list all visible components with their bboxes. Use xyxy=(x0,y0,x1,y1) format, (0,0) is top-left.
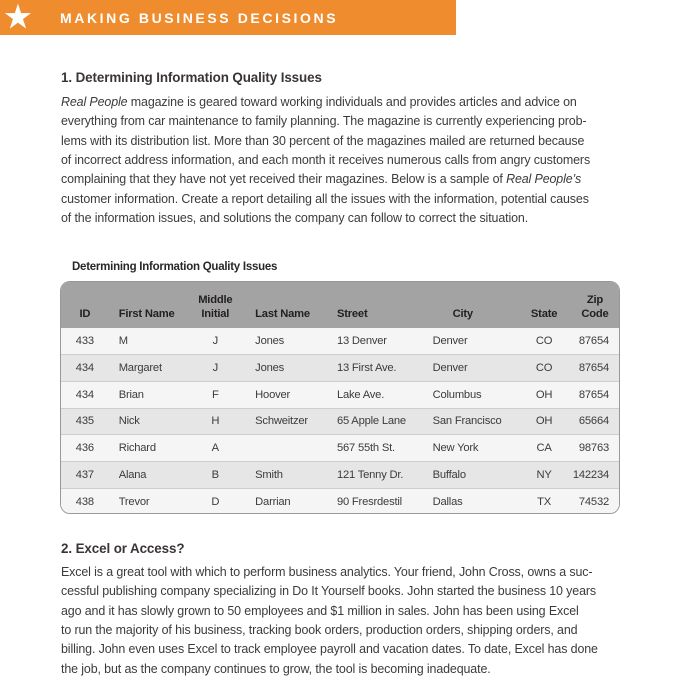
header-street: Street xyxy=(336,308,368,320)
cell-state: CA xyxy=(517,435,571,462)
body-line: ago and it has slowly grown to 50 employees and $1 million in sales. John has been using Excel xyxy=(61,603,579,618)
cell-first-name: Nick xyxy=(109,408,186,435)
cell-zip-code: 87654 xyxy=(578,335,609,348)
cell-last-name: Hoover xyxy=(245,381,327,408)
cell-zip-code: 65664 xyxy=(571,408,619,435)
body-line: the job, but as the company continues to grow, the tool is becoming inadequate. xyxy=(61,661,491,676)
cell-id: 433 xyxy=(75,335,94,348)
cell-city: New York xyxy=(423,435,518,462)
cell-city: San Francisco xyxy=(423,408,518,435)
table-header-row xyxy=(61,282,619,328)
cell-middle-initial: H xyxy=(185,408,245,435)
customer-data-table xyxy=(60,281,620,514)
cell-middle-initial: J xyxy=(185,355,245,382)
cell-first-name: M xyxy=(118,335,128,348)
cell-last-name: Smith xyxy=(245,461,327,488)
section-1-title: 1. Determining Information Quality Issues xyxy=(61,70,322,85)
cell-last-name: Darrian xyxy=(245,488,327,514)
cell-street: 65 Apple Lane xyxy=(327,408,423,435)
header-zip-code: Zip Code xyxy=(581,294,609,320)
table-caption: Determining Information Quality Issues xyxy=(72,261,278,273)
body-line: billing. John even uses Excel to track employee payroll and vacation dates. To date, Excel has done xyxy=(61,642,598,657)
table-row xyxy=(61,408,619,435)
cell-id: 434 xyxy=(61,381,109,408)
cell-state: OH xyxy=(517,408,571,435)
cell-city: Buffalo xyxy=(423,461,518,488)
body-line: everything from car maintenance to family planning. The magazine is currently experiencing prob- xyxy=(61,114,587,129)
star-icon: ★ xyxy=(4,0,32,34)
cell-middle-initial: J xyxy=(212,335,218,348)
cell-street: Lake Ave. xyxy=(327,381,423,408)
cell-id: 434 xyxy=(61,355,109,382)
cell-last-name: Jones xyxy=(255,335,285,348)
cell-first-name: Margaret xyxy=(109,355,186,382)
table-row xyxy=(61,435,619,462)
header-state: State xyxy=(530,308,558,320)
cell-zip-code: 87654 xyxy=(571,355,619,382)
body-line: customer information. Create a report detailing all the issues with the information, potential causes xyxy=(61,191,589,206)
table-row xyxy=(61,355,619,382)
cell-city: Dallas xyxy=(423,488,518,514)
cell-id: 435 xyxy=(61,408,109,435)
body-line: Excel is a great tool with which to perform business analytics. Your friend, John Cross, owns a suc- xyxy=(61,565,593,579)
cell-state: OH xyxy=(517,381,571,408)
body-line: Real People magazine is geared toward working individuals and provides articles and advice on xyxy=(61,95,577,109)
banner-title: MAKING BUSINESS DECISIONS xyxy=(60,9,339,26)
cell-middle-initial: D xyxy=(185,488,245,514)
cell-last-name: Jones xyxy=(245,355,327,382)
body-line: of the information issues, and solutions the company can follow to correct the situation. xyxy=(61,211,529,226)
header-last-name: Last Name xyxy=(255,308,310,320)
table-row xyxy=(61,381,619,408)
cell-city: Denver xyxy=(432,335,468,348)
body-line: to run the majority of his business, tracking book orders, production orders, shipping orders, and xyxy=(61,623,578,638)
header-id: ID xyxy=(79,308,91,320)
cell-street: 90 Fresrdestil xyxy=(327,488,423,514)
cell-id: 438 xyxy=(61,488,109,514)
table-row xyxy=(61,461,619,488)
section-2-body xyxy=(61,563,635,679)
body-line: of incorrect address information, and each month it receives numerous calls from angry customers xyxy=(61,153,591,168)
body-line: lems with its distribution list. More than 30 percent of the magazines mailed are returned because xyxy=(61,133,585,148)
cell-id: 436 xyxy=(61,435,109,462)
table-row xyxy=(61,328,619,355)
header-middle-initial: Middle Initial xyxy=(198,294,233,320)
cell-state: TX xyxy=(517,488,571,514)
cell-first-name: Trevor xyxy=(109,488,186,514)
cell-last-name xyxy=(245,435,327,462)
cell-street: 567 55th St. xyxy=(327,435,423,462)
header-city: City xyxy=(452,308,473,320)
section-1-body xyxy=(61,93,635,228)
cell-first-name: Brian xyxy=(109,381,186,408)
cell-zip-code: 74532 xyxy=(571,488,619,514)
cell-middle-initial: F xyxy=(185,381,245,408)
cell-state: CO xyxy=(535,335,553,348)
cell-state: CO xyxy=(517,355,571,382)
cell-middle-initial: A xyxy=(185,435,245,462)
cell-zip-code: 87654 xyxy=(571,381,619,408)
cell-zip-code: 142234 xyxy=(571,461,619,488)
cell-street: 13 First Ave. xyxy=(327,355,423,382)
cell-first-name: Richard xyxy=(109,435,186,462)
section-banner xyxy=(0,0,456,35)
cell-city: Columbus xyxy=(423,381,518,408)
header-first-name: First Name xyxy=(118,308,175,320)
cell-street: 121 Tenny Dr. xyxy=(327,461,423,488)
cell-id: 437 xyxy=(61,461,109,488)
body-line: cessful publishing company specializing in Do It Yourself books. John started the business 10 years xyxy=(61,584,596,599)
section-2-title: 2. Excel or Access? xyxy=(61,541,185,556)
cell-state: NY xyxy=(517,461,571,488)
cell-city: Denver xyxy=(423,355,518,382)
cell-first-name: Alana xyxy=(109,461,186,488)
table-row xyxy=(61,488,619,514)
cell-street: 13 Denver xyxy=(336,335,387,348)
body-line: complaining that they have not yet received their magazines. Below is a sample of Real People’s xyxy=(61,172,582,187)
cell-zip-code: 98763 xyxy=(571,435,619,462)
cell-middle-initial: B xyxy=(185,461,245,488)
cell-last-name: Schweitzer xyxy=(245,408,327,435)
